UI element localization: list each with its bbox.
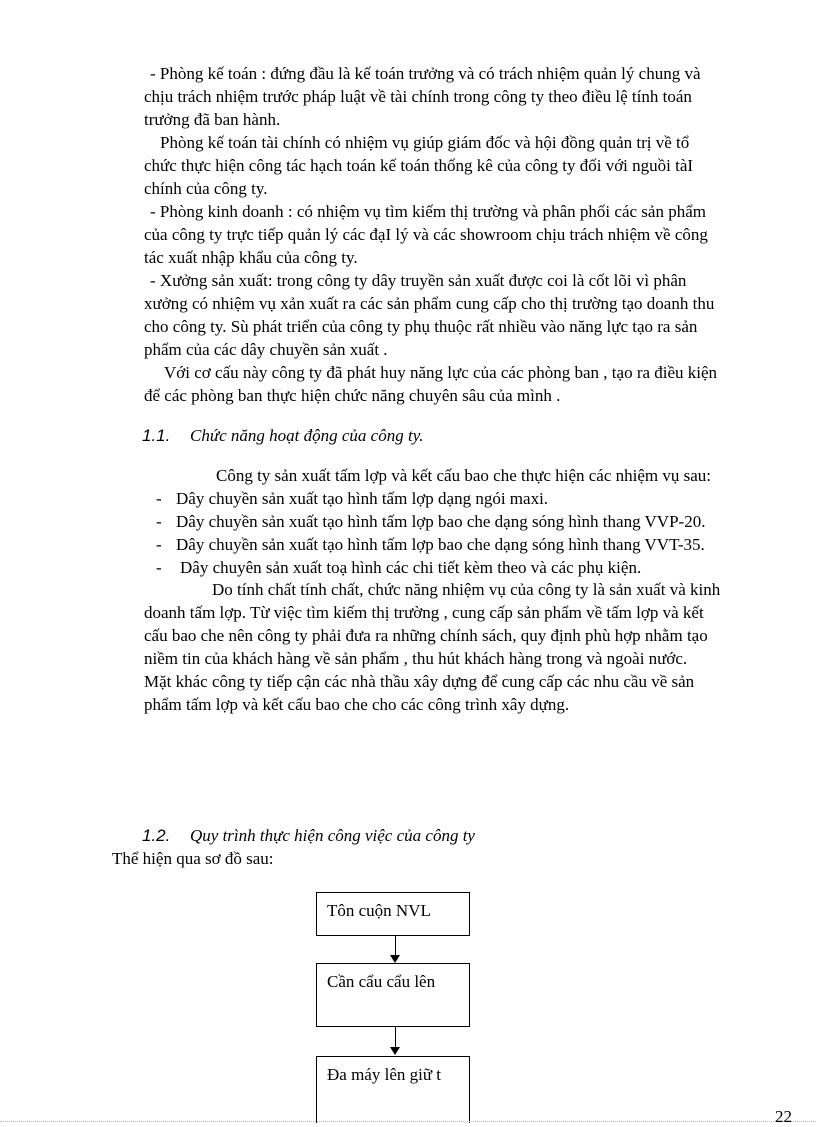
text-line: - Xưởng sản xuất: trong công ty dây truyền sản xuất được coi là cốt lõi vì phân [150, 271, 687, 290]
flow-box: Cần cẩu cẩu lên [316, 963, 470, 1027]
list-item: - Dây chuyền sản xuất tạo hình tấm lợp bao che dạng sóng hình thang VVP-20. [156, 512, 706, 531]
text-line: chịu trách nhiệm trước pháp luật về tài chính trong công ty theo điều lệ tính toán [144, 87, 692, 106]
text-line: niềm tin của khách hàng về sản phẩm , thu hút khách hàng trong và ngoài nước. [144, 649, 688, 668]
flow-box: Đa máy lên giữ t [316, 1056, 470, 1123]
flow-arrow [395, 1027, 396, 1048]
text-line: trưởng đã ban hành. [144, 110, 281, 129]
text-line: chính của công ty. [144, 179, 268, 198]
page-number: 22 [775, 1107, 792, 1126]
text-line: Phòng kế toán tài chính có nhiệm vụ giúp giám đốc và hội đồng quản trị về tổ [160, 133, 690, 152]
section-number: 1.1. [142, 426, 171, 445]
section-heading [142, 826, 475, 846]
list-item: - Dây chuyên sản xuất toạ hình các chi tiết kèm theo và các phụ kiện. [156, 558, 642, 577]
text-line: Mặt khác công ty tiếp cận các nhà thầu xây dựng để cung cấp các nhu cầu về sản [144, 672, 695, 691]
section-title: Quy trình thực hiện công việc của công ty [190, 826, 475, 845]
text-line: doanh tấm lợp. Từ việc tìm kiếm thị trường , cung cấp sản phẩm về tấm lợp và kết [144, 603, 704, 622]
section-title: Chức năng hoạt động của công ty. [190, 426, 424, 445]
flow-arrow-head [390, 1047, 400, 1055]
text-line: để các phòng ban thực hiện chức năng chuyên sâu của mình . [144, 386, 561, 405]
flow-arrow [395, 936, 396, 956]
list-item: - Dây chuyền sản xuất tạo hình tấm lợp dạng ngói maxi. [156, 489, 549, 508]
flow-box: Tôn cuộn NVL [316, 892, 470, 936]
section-intro: Công ty sản xuất tấm lợp và kết cấu bao che thực hiện các nhiệm vụ sau: [216, 466, 712, 485]
text-line: xưởng có nhiệm vụ xản xuất ra các sản phẩm cung cấp cho thị trường tạo doanh thu [144, 294, 715, 313]
text-line: cấu bao che nên công ty phải đưa ra những chính sách, quy định phù hợp nhằm tạo [144, 626, 708, 645]
text-line: phẩm tấm lợp và kết cấu bao che cho các công trình xây dựng. [144, 695, 570, 714]
text-line: tác xuất nhập khẩu của công ty. [144, 248, 358, 267]
text-line: chức thực hiện công tác hạch toán kế toán thống kê của công ty đối với nguồi tàI [144, 156, 694, 175]
text-line: - Phòng kinh doanh : có nhiệm vụ tìm kiếm thị trường và phân phối các sản phẩm [150, 202, 706, 221]
section-heading [142, 426, 424, 446]
text-line: Do tính chất tính chất, chức năng nhiệm vụ của công ty là sản xuất và kinh [212, 580, 721, 599]
text-line: của công ty trực tiếp quản lý các đạI lý và các showroom chịu trách nhiệm về công [144, 225, 708, 244]
text-line: cho công ty. Sù phát triển của công ty phụ thuộc rất nhiều vào năng lực tạo ra sản [144, 317, 698, 336]
flow-arrow-head [390, 955, 400, 963]
list-item: - Dây chuyền sản xuất tạo hình tấm lợp bao che dạng sóng hình thang VVT-35. [156, 535, 705, 554]
page-border [0, 1121, 816, 1122]
text-line: Với cơ cấu này công ty đã phát huy năng lực của các phòng ban , tạo ra điều kiện [164, 363, 718, 382]
section-intro: Thể hiện qua sơ đồ sau: [112, 849, 274, 868]
text-line: - Phòng kế toán : đứng đầu là kế toán trưởng và có trách nhiệm quản lý chung và [150, 64, 701, 83]
text-line: phẩm của các dây chuyền sản xuất . [144, 340, 388, 359]
section-number: 1.2. [142, 826, 171, 845]
